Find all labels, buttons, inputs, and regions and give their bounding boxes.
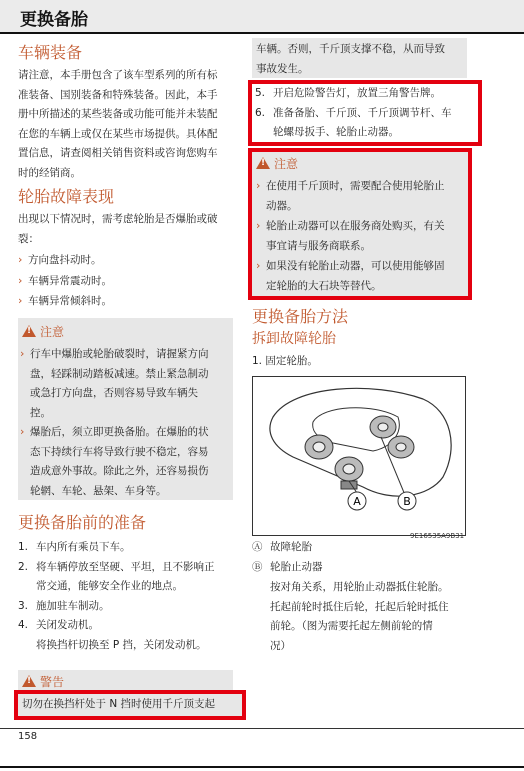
figure-label-b: B	[403, 495, 411, 508]
caution-header: !注意	[22, 323, 64, 340]
chevron-right-icon: ›	[256, 179, 261, 192]
list-item: › 车辆异常震动时。	[18, 271, 112, 292]
symptom-list	[18, 250, 112, 312]
section-title-equipment: 车辆装备	[18, 43, 83, 62]
section-title-symptoms: 轮胎故障表现	[18, 187, 115, 206]
wheel-front-right	[370, 416, 396, 438]
wheel-chock	[341, 481, 357, 489]
chevron-right-icon: ›	[256, 259, 261, 272]
chevron-right-icon: ›	[18, 273, 23, 287]
warning-triangle-icon	[256, 157, 270, 169]
equipment-paragraph: 请注意，本手册包含了该车型系列的所有标 准装备、国别装备和特殊装备。因此，本手 册中所描述的某些装备或功能可能并未装配 在您的车辆上或仅在某些市场提供。具体配 置信息，请查阅相关销售资料或咨询您购车 时的经销商。	[18, 69, 218, 179]
symptoms-intro: 出现以下情况时，需考虑轮胎是否爆胎或破 裂：	[18, 213, 218, 245]
wheel-chock-figure	[252, 376, 466, 536]
list-item: 2. 将车辆停放至坚硬、平坦，且不影响正	[18, 560, 215, 573]
bottom-border	[0, 766, 524, 768]
chevron-right-icon: ›	[18, 253, 23, 266]
preparation-steps: 1. 车内所有乘员下车。 2. 将车辆停放至坚硬、平坦，且不影响正 常交通，能够安全作业的地点。 3. 施加驻车制动。 4. 关闭发动机。 将换挡杆切换至 P 挡，关闭发动机。	[18, 538, 243, 655]
caution-item: › 爆胎后，须立即更换备胎。在爆胎的状 态下持续行车将导致行驶不稳定，容易 造成意外事故。除此之外，还容易损伤 轮辋、车轮、悬架、车身等。	[20, 422, 232, 501]
list-item: 4. 关闭发动机。	[18, 619, 99, 631]
list-item: 3. 施加驻车制动。	[18, 599, 110, 612]
method-description: 按对角关系，用轮胎止动器抵住轮胎。 托起前轮时抵住后轮，托起后轮时抵住 前轮。（图为需要托起左侧前轮的情 况）	[270, 581, 449, 652]
figure-code: 9E16535A9B31	[410, 532, 465, 540]
page-number: 158	[18, 731, 38, 742]
subsection-title-remove: 拆卸故障轮胎	[252, 331, 336, 347]
section-title-preparation: 更换备胎前的准备	[18, 513, 147, 532]
caution-header: !注意	[256, 155, 298, 172]
warning-header: !警告	[22, 673, 64, 690]
warning-triangle-icon	[22, 675, 36, 687]
section-title-method: 更换备胎方法	[252, 307, 349, 326]
chevron-right-icon: ›	[20, 425, 25, 438]
warning-triangle-icon	[22, 325, 36, 337]
page-title: 更换备胎	[20, 10, 88, 30]
figure-label-a: A	[353, 495, 361, 508]
wheel-rear-left	[335, 457, 363, 481]
wheel-front-left	[305, 435, 333, 459]
caution-items: › 在使用千斤顶时，需要配合使用轮胎止 动器。 › 轮胎止动器可以在服务商处购买，有关 事宜请与服务商联系。 › 如果没有轮胎止动器，可以使用能够固 定轮胎的大石块等替代。	[256, 176, 468, 296]
footer-divider	[0, 728, 524, 729]
list-item: 1. 车内所有乘员下车。	[18, 541, 131, 553]
list-item: › 方向盘抖动时。	[18, 250, 112, 271]
wheel-rear-right	[388, 436, 414, 458]
caution-item: › 行车中爆胎或轮胎破裂时，请握紧方向 盘，轻踩制动踏板减速。禁止紧急制动 或急打方向盘，否则容易导致车辆失 控。	[20, 344, 232, 423]
method-step-1: 1. 固定轮胎。	[252, 355, 318, 367]
warning-text: 切勿在换挡杆处于 N 挡时使用千斤顶支起	[22, 698, 216, 710]
figure-legend: Ⓐ 故障轮胎 Ⓑ 轮胎止动器	[252, 541, 323, 573]
car-diagram	[253, 377, 465, 535]
chevron-right-icon: ›	[18, 294, 23, 307]
list-item: 6. 准备备胎、千斤顶、千斤顶调节杆、车	[255, 106, 452, 119]
chevron-right-icon: ›	[20, 347, 25, 360]
chevron-right-icon: ›	[256, 219, 261, 232]
list-item: › 车辆异常倾斜时。	[18, 291, 112, 312]
preparation-steps-continued: 5. 开启危险警告灯，放置三角警告牌。 6. 准备备胎、千斤顶、千斤顶调节杆、车 轮螺母扳手、轮胎止动器。	[255, 84, 477, 143]
warning-continued-text: 车辆。否则，千斤顶支撑不稳，从而导致 事故发生。	[256, 43, 445, 75]
list-item: 5. 开启危险警告灯，放置三角警告牌。	[255, 87, 441, 99]
